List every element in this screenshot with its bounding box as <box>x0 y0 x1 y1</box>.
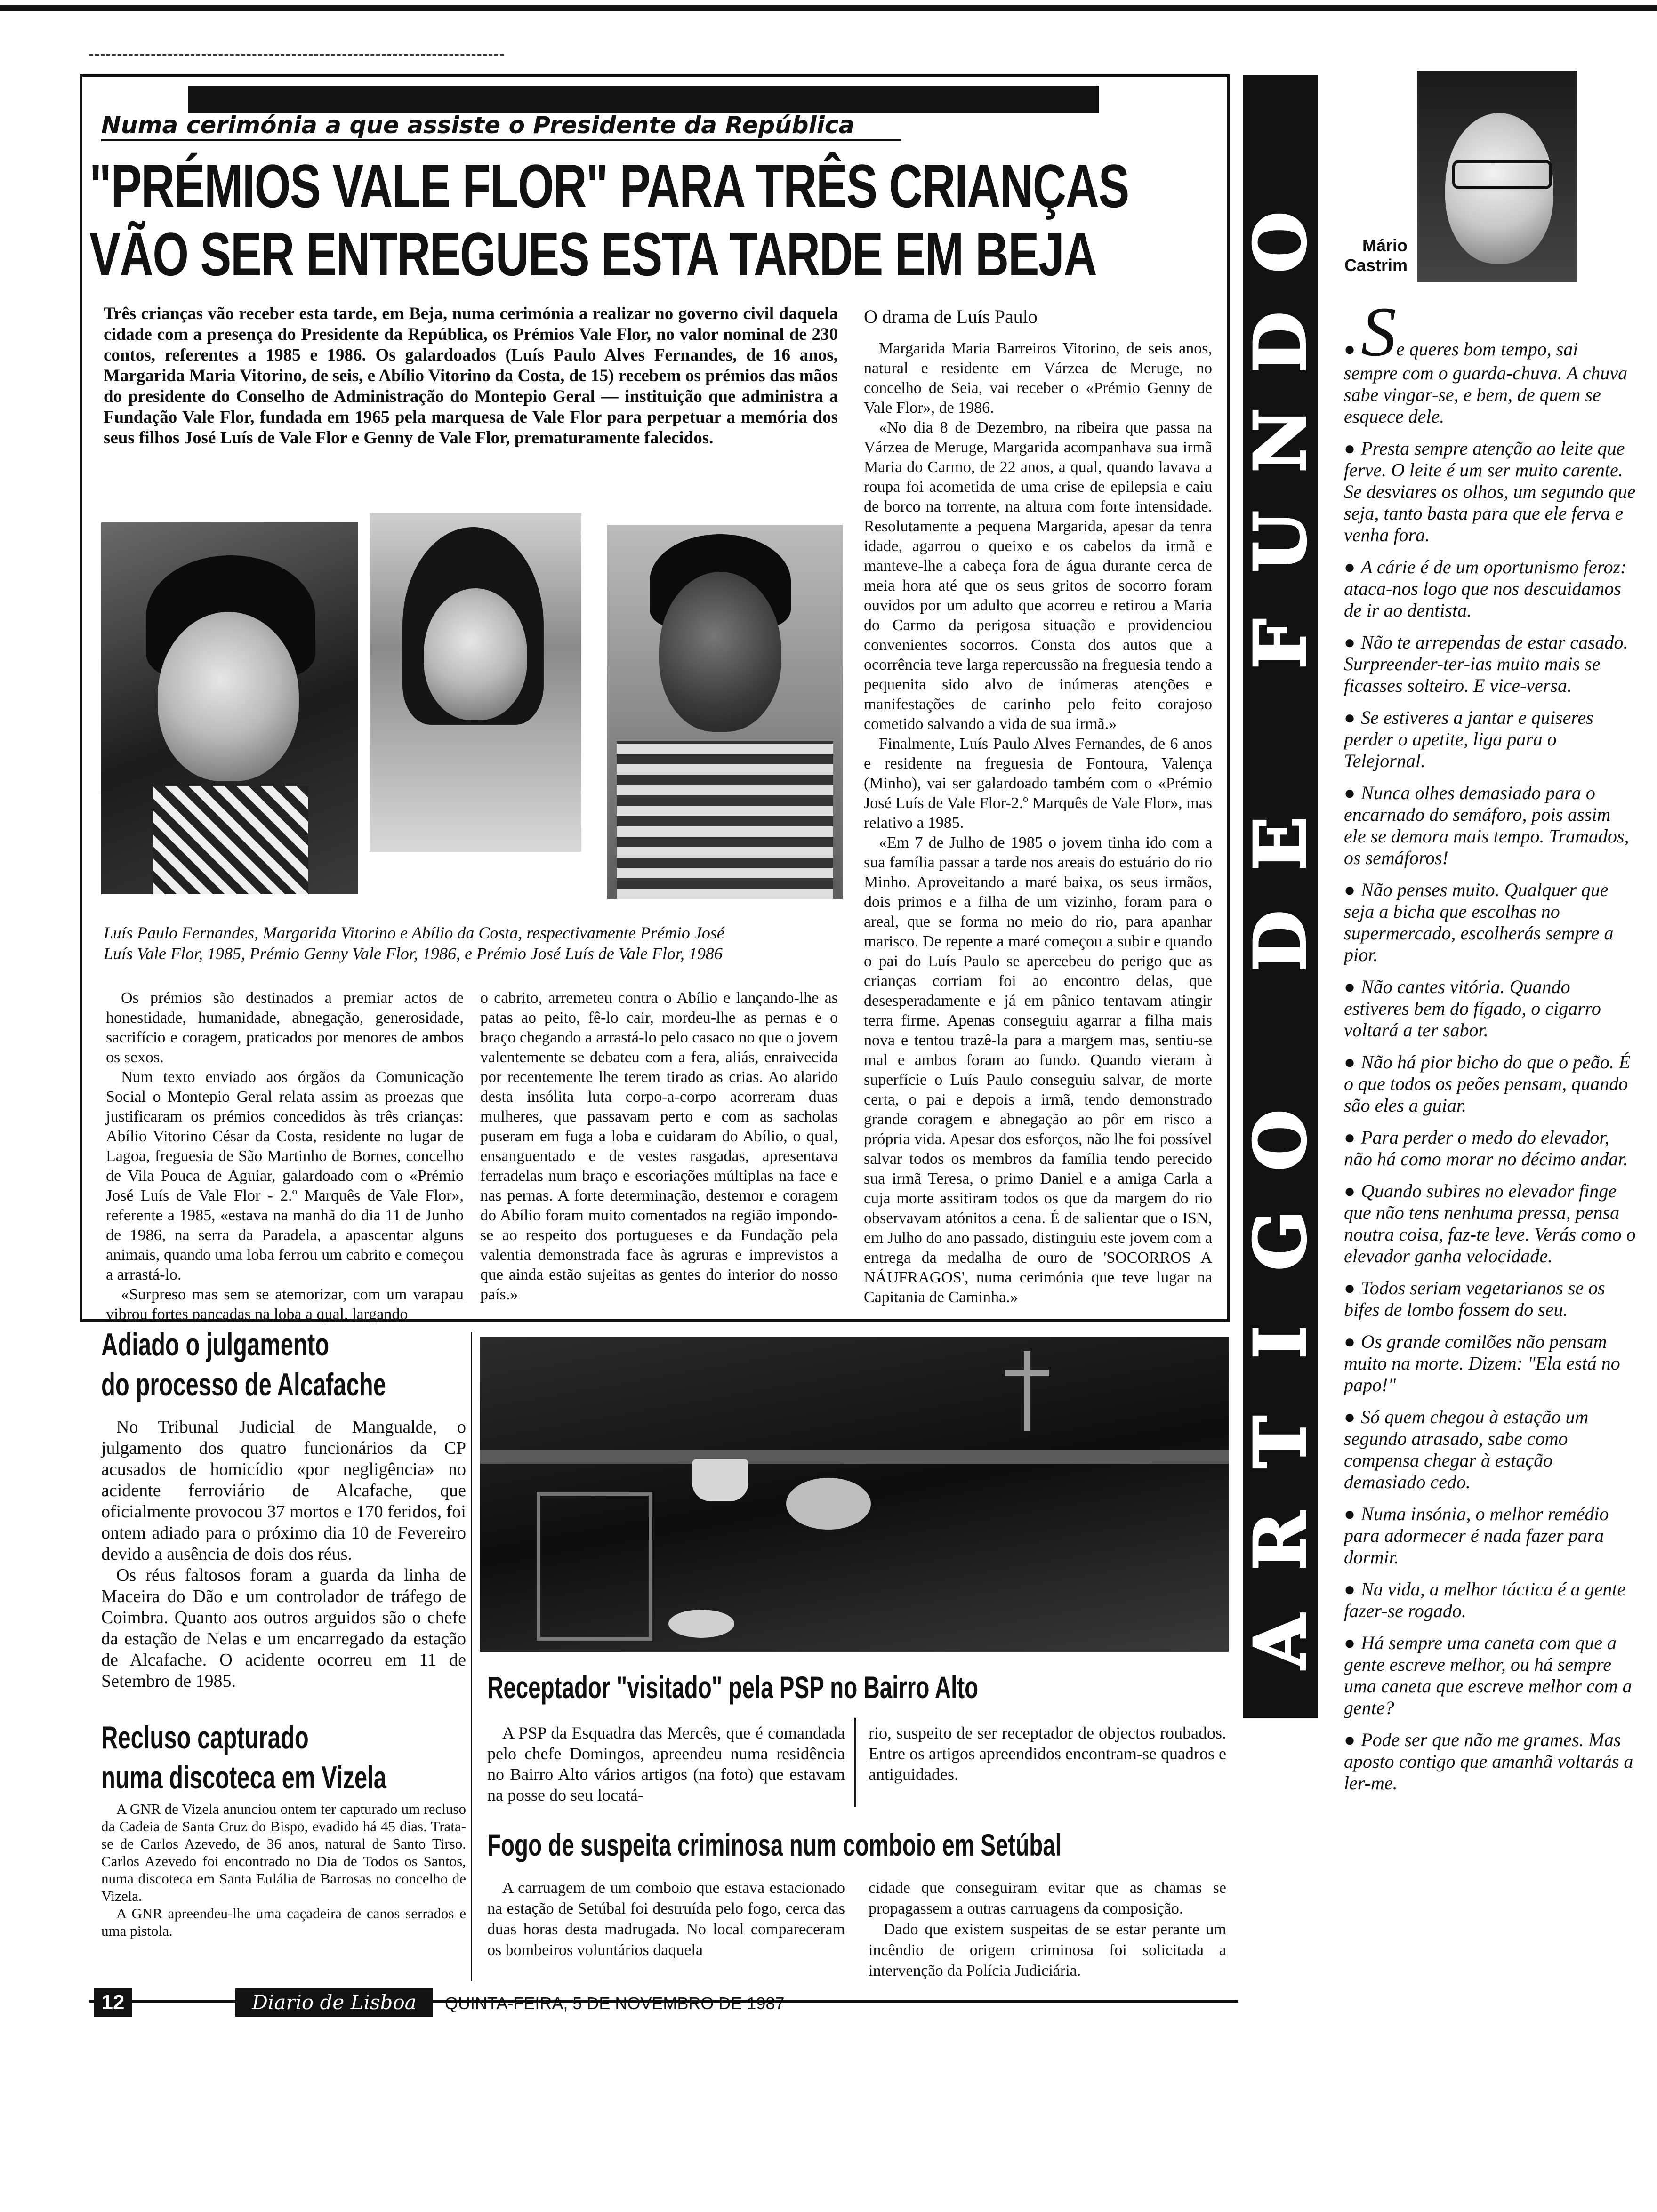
aphorism-text: Numa insónia, o melhor remédio para adormecer é nada fazer para dormir. <box>1344 1503 1609 1568</box>
aphorism-item <box>1344 556 1636 621</box>
author-portrait <box>1417 71 1577 282</box>
vertical-title-letter <box>1233 1015 1327 1071</box>
receptador-column-1: A PSP da Esquadra das Mercês, que é comandada pelo chefe Domingos, apreendeu numa residência no Bairro Alto vários artigos (na foto) que estavam na posse do seu locatá- <box>487 1723 845 1804</box>
vertical-title-letter: U <box>1239 511 1322 572</box>
aphorism-text: Quando subires no elevador finge que não tens nenhuma pressa, pensa noutra coisa, faz-te leve. Verás como o elevador ganha velocidade. <box>1344 1180 1636 1266</box>
paragraph: Os prémios são destinados a premiar actos de honestidade, humanidade, abnegação, generosidade, sacrifício e coragem, praticados por menores de ambos os sexos. <box>106 989 464 1066</box>
photo-crucifix <box>1024 1351 1030 1431</box>
aphorism-item <box>1344 707 1636 772</box>
vertical-title-letter: O <box>1239 1109 1322 1171</box>
fogo-headline: Fogo de suspeita criminosa num comboio em Setúbal <box>487 1827 1062 1862</box>
top-cut-marks <box>89 54 504 60</box>
aphorism-text: Os grande comilões não pensam muito na morte. Dizem: "Ela está no papo!" <box>1344 1331 1620 1395</box>
aphorism-item <box>1344 976 1636 1041</box>
aphorism-text: Não te arrependas de estar casado. Surpreender-ter-ias muito mais se ficasses solteiro. E vice-versa. <box>1344 632 1628 696</box>
aphorism-text: Para perder o medo do elevador, não há como morar no décimo andar. <box>1344 1127 1628 1170</box>
aphorism-item <box>1344 1579 1636 1622</box>
paragraph: cidade que conseguiram evitar que as chamas se propagassem a outras carruagens da composição. <box>869 1879 1226 1917</box>
paragraph: Margarida Maria Barreiros Vitorino, de seis anos, natural e residente em Várzea de Meruge, no concelho de Seia, vai receber o «Prémio Genny de Vale Flor», de 1986. <box>864 340 1212 417</box>
photo-face <box>158 612 299 781</box>
author-last-name: Castrim <box>1344 256 1408 275</box>
aphorism-text: Há sempre uma caneta com que a gente escreve melhor, ou há sempre uma caneta que escreve melhor com a gente? <box>1344 1632 1632 1718</box>
photo-face <box>424 588 527 720</box>
aphorism-text: Só quem chegou à estação um segundo atrasado, sabe como compensa chegar à estação demasiado cedo. <box>1344 1406 1589 1492</box>
vertical-title-letter: N <box>1239 408 1322 473</box>
article-column-2 <box>480 988 838 1308</box>
paragraph: Finalmente, Luís Paulo Alves Fernandes, de 6 anos e residente na freguesia de Fontoura, Valença (Minho), vai ser galardoado também com o «Prémio José Luís de Vale Flor-2.º Marquês de Vale Flor», mas relativo a 1985. <box>864 735 1212 832</box>
aphorism-item <box>1344 1331 1636 1396</box>
aphorism-item <box>1344 1127 1636 1170</box>
bullet-icon: ● <box>1344 338 1356 360</box>
aphorism-text: Pode ser que não me grames. Mas aposto contigo que amanhã voltarás a ler-me. <box>1344 1729 1633 1794</box>
aphorism-item <box>1344 879 1636 966</box>
aphorism-text: Na vida, a melhor táctica é a gente fazer-se rogado. <box>1344 1579 1626 1621</box>
aphorism-text: Não há pior bicho do que o peão. É o que todos os peões pensam, quando são eles a guiar. <box>1344 1051 1631 1116</box>
bullet-icon: ● <box>1344 879 1356 900</box>
bullet-icon: ● <box>1344 1277 1356 1298</box>
aphorism-item <box>1344 1632 1636 1719</box>
aphorism-text: Nunca olhes demasiado para o encarnado do semáforo, pois assim ele se demora mais tempo. Tramados, os semáforos! <box>1344 782 1629 868</box>
fogo-column-2 <box>869 1878 1226 1980</box>
aphorism-item <box>1344 782 1636 869</box>
vertical-title-letter: T <box>1239 1416 1322 1468</box>
vertical-title-letter: E <box>1239 816 1322 871</box>
aphorism-text: Presta sempre atenção ao leite que ferve. O leite é um ser muito carente. Se desviares os olhos, um segundo que seja, tanto basta para que ele ferva e venha fora. <box>1344 438 1636 545</box>
aphorism-item <box>1344 1051 1636 1116</box>
bullet-icon: ● <box>1344 782 1356 803</box>
bullet-icon: ● <box>1344 1180 1356 1202</box>
photo-frame <box>537 1492 652 1641</box>
recluso-body <box>101 1800 466 1988</box>
aphorism-item <box>1344 1180 1636 1267</box>
top-edge-line <box>0 5 1657 11</box>
author-first-name: Mário <box>1362 236 1408 255</box>
bullet-icon: ● <box>1344 632 1356 653</box>
bullet-icon: ● <box>1344 1406 1356 1427</box>
bullet-icon: ● <box>1344 1127 1356 1148</box>
photo-luis-paulo <box>101 522 358 894</box>
article-column-3 <box>864 339 1212 1308</box>
bullet-icon: ● <box>1344 1579 1356 1600</box>
paragraph: Os réus faltosos foram a guarda da linha de Maceira do Dão e um controlador de tráfego de Coimbra. Quanto aos outros arguidos são o chefe da estação de Nelas e um encarregado da estação de Alcafache. O acidente ocorreu em 11 de Setembro de 1985. <box>101 1565 466 1691</box>
photo-sweater <box>617 741 833 899</box>
vertical-title-letter: D <box>1239 910 1322 971</box>
aphorism-item <box>1344 1503 1636 1568</box>
column-3-subhead: O drama de Luís Paulo <box>864 306 1038 327</box>
photo-cup <box>692 1459 748 1501</box>
paragraph: A GNR de Vizela anunciou ontem ter capturado um recluso da Cadeia de Santa Cruz do Bispo, evadido há 45 dias. Trata-se de Carlos Azevedo, de 36 anos, natural de Santo Tirso. Carlos Azevedo foi encontrado no Dia de Todos os Santos, numa discoteca em Santa Eulália de Barrosas no concelho de Vizela. <box>101 1801 466 1904</box>
sidebar-aphorisms <box>1344 301 1636 1977</box>
bullet-icon: ● <box>1344 707 1356 728</box>
drop-cap: S <box>1361 301 1397 371</box>
aphorism-text: Todos seriam vegetarianos se os bifes de lombo fossem do seu. <box>1344 1277 1605 1320</box>
vertical-title-letter <box>1233 715 1327 772</box>
aphorism-item <box>1344 1406 1636 1493</box>
recluso-headline-line-2: numa discoteca em Vizela <box>101 1760 386 1795</box>
alcafache-headline-line-2: do processo de Alcafache <box>101 1367 386 1403</box>
vertical-title-letter: I <box>1239 1325 1322 1359</box>
article-column-1 <box>106 988 464 1323</box>
paragraph: «No dia 8 de Dezembro, na ribeira que passa na Várzea de Meruge, Margarida acompanhava sua irmã Maria do Carmo, de 22 anos, a qual, quando lavava a roupa foi acometida de uma crise de epilepsia e caiu de borco na torrente, na altura com forte intensidade. Resolutamente a pequena Margarida, apesar da tenra idade, agarrou o queixo e os cabelos da irmã e manteve-lhe a cabeça fora de água durante cerca de meia hora até que os seus gritos de socorro foram ouvidos por um adulto que acorreu e retirou a Maria do Carmo da perigosa situação e providenciou convenientes socorros. Consta dos autos que a ocorrência teve larga repercussão na freguesia tendo a pequenita sido alvo de inúmeras atenções e manifestações de carinho pelo feito corajoso cometido salvando a vida de sua irmã.» <box>864 419 1212 733</box>
paragraph: A GNR apreendeu-lhe uma caçadeira de canos serrados e uma pistola. <box>101 1905 466 1939</box>
photo-shelf <box>480 1450 1229 1464</box>
alcafache-headline-line-1: Adiado o julgamento <box>101 1327 330 1362</box>
paragraph: «Surpreso mas sem se atemorizar, com um varapau vibrou fortes pancadas na loba a qual, largando <box>106 1286 464 1323</box>
headline-line-2: VÃO SER ENTREGUES ESTA TARDE EM BEJA <box>89 220 1097 289</box>
photo-caption-line-2: Luís Vale Flor, 1985, Prémio Genny Vale Flor, 1986, e Prémio José Luís de Vale Flor, 1986 <box>104 944 723 963</box>
lead-paragraph: Três crianças vão receber esta tarde, em Beja, numa cerimónia a realizar no governo civil daquela cidade com a presença do Presidente da República, os Prémios Vale Flor, no valor nominal de 230 contos, referentes a 1985 e 1986. Os galardoados (Luís Paulo Alves Fernandes, de 16 anos, Margarida Maria Vitorino, de seis, e Abílio Vitorino da Costa, de 15) recebem os prémios das mãos do presidente do Conselho de Administração do Montepio Geral — instituição que administra a Fundação Vale Flor, fundada em 1965 pela marquesa de Vale Flor para perpetuar a memória dos seus filhos José Luís de Vale Flor e Genny de Vale Flor, prematuramente falecidos. <box>104 304 838 448</box>
vertical-title-letter: F <box>1239 618 1322 669</box>
vertical-title-letter: D <box>1239 311 1322 373</box>
photo-caption-line-1: Luís Paulo Fernandes, Margarida Vitorino e Abílio da Costa, respectivamente Prémio José <box>104 923 724 942</box>
vertical-title-letter: A <box>1239 1614 1322 1669</box>
bullet-icon: ● <box>1344 556 1356 577</box>
aphorism-item <box>1344 1277 1636 1321</box>
alcafache-body <box>101 1417 466 1708</box>
aphorism-text: Não cantes vitória. Quando estiveres bem do fígado, o cigarro voltará a ter sabor. <box>1344 976 1601 1041</box>
bullet-icon: ● <box>1344 1503 1356 1524</box>
paragraph: Num texto enviado aos órgãos da Comunicação Social o Montepio Geral relata assim as proezas que justificaram os prémios concedidos às três crianças: Abílio Vitorino César da Costa, residente no lugar de Lagoa, freguesia de São Martinho de Bornes, concelho de Vila Pouca de Aguiar, galardoado com o «Prémio José Luís de Vale Flor - 2.º Marquês de Vale Flor», referente a 1985, «estava na manhã do dia 11 de Junho de 1986, na serra da Paradela, a apascentar alguns animais, quando uma loba ferrou um cabrito e começou a arrastá-lo. <box>106 1068 464 1283</box>
photo-abilio <box>607 525 843 899</box>
aphorism-text: A cárie é de um oportunismo feroz: ataca-nos logo que nos descuidamos de ir ao dentista. <box>1344 556 1627 621</box>
aphorism-text: Não penses muito. Qualquer que seja a bicha que escolhas no supermercado, escolherás sempre a pior. <box>1344 879 1614 965</box>
photo-glasses <box>1452 160 1552 189</box>
paragraph: «Em 7 de Julho de 1985 o jovem tinha ido com a sua família passar a tarde nos areais do estuário do rio Minho. Aproveitando a maré baixa, os seus irmãos, dois primos e a filha de um vizinho, foram para o areal, que se forma no meio do rio, para apanhar marisco. De repente a maré começou a subir e quando o pai do Luís Paulo se apercebeu do perigo que as crianças corriam foi ao encontro delas, que desesperadamente e já em pânico tentavam atingir terra firme. Apenas conseguiu agarrar a filha mais nova e tentou trazê-la para a margem mas, sentiu-se mal e ambos foram ao fundo. Quando vieram à superfície o Luís Paulo conseguiu salvar, de morte certa, o pai e depois a irmã, tendo demonstrado grande coragem e abnegação ao pôr em risco a própria vida. Apesar dos esforços, não lhe foi possível salvar todos os membros da família tendo perecido sua irmã Teresa, o primo Daniel e a amiga Carla a cuja morte assitiram todos os que da margem do rio observavam atónitos a cena. É de salientar que o ISN, em Julho do ano passado, distinguiu este jovem com a entrega da medalha de ouro de 'SOCORROS A NÁUFRAGOS', numa cerimónia que teve lugar na Capitania de Caminha.» <box>864 834 1212 1306</box>
footer-date: QUINTA-FEIRA, 5 DE NOVEMBRO DE 1987 <box>445 1994 785 2013</box>
photo-crucifix <box>1005 1370 1049 1376</box>
bullet-icon: ● <box>1344 976 1356 997</box>
page-number: 12 <box>94 1988 132 2017</box>
aphorism-item <box>1344 632 1636 697</box>
aphorism-item <box>1344 1729 1636 1794</box>
fogo-column-1: A carruagem de um comboio que estava estacionado na estação de Setúbal foi destruída pelo fogo, cerca das duas horas desta madrugada. No local compareceram os bombeiros voluntários daquela <box>487 1879 845 1959</box>
bullet-icon: ● <box>1344 1331 1356 1352</box>
photo-plate <box>786 1478 871 1530</box>
photo-cup <box>668 1610 734 1638</box>
aphorism-text: e queres bom tempo, sai sempre com o guarda-chuva. A chuva sabe vingar-se, e bem, de quem se esquece dele. <box>1344 338 1628 427</box>
masthead-logo: Diario de Lisboa <box>235 1988 433 2017</box>
bullet-icon: ● <box>1344 1729 1356 1750</box>
photo-scarf <box>153 786 308 894</box>
photo-face <box>659 572 781 732</box>
vertical-title-letter: R <box>1239 1511 1322 1570</box>
column-divider <box>471 1332 472 1981</box>
column-divider <box>854 1718 856 1807</box>
recluso-headline-line-1: Recluso capturado <box>101 1720 309 1755</box>
bullet-icon: ● <box>1344 1051 1356 1073</box>
bullet-icon: ● <box>1344 1632 1356 1653</box>
paragraph: No Tribunal Judicial de Mangualde, o julgamento dos quatro funcionários da CP acusados de homicídio «por negligência» no acidente ferroviário de Alcafache, que oficialmente provocou 37 mortos e 170 feridos, foi ontem adiado para o próximo dia 10 de Fevereiro devido a ausência de dois dos réus. <box>101 1417 466 1564</box>
kicker-bar <box>188 86 1099 113</box>
vertical-title-letter: O <box>1239 211 1322 273</box>
receptador-column-2: rio, suspeito de ser receptador de objectos roubados. Entre os artigos apreendidos encontram-se quadros e antiguidades. <box>869 1723 1226 1784</box>
bullet-icon: ● <box>1344 438 1356 459</box>
kicker: Numa cerimónia a que assiste o Presidente da República <box>101 111 901 141</box>
aphorism-item <box>1344 438 1636 546</box>
vertical-title-letter: G <box>1239 1210 1322 1271</box>
aphorism-text: Se estiveres a jantar e quiseres perder o apetite, liga para o Telejornal. <box>1344 707 1593 771</box>
paragraph: o cabrito, arremeteu contra o Abílio e lançando-lhe as patas ao peito, fê-lo cair, mordeu-lhe as pernas e o braço chegando a arrastá-lo pelo casaco no que o jovem valentemente se debateu com a fera, aliás, enraivecida por recentemente lhe terem tirado as crias. Ao alarido desta insólita luta corpo-a-corpo acorreram duas mulheres, que passavam perto e com as sacholas puseram em fuga a loba e cuidaram do Abílio, o qual, ensanguentado e de vestes rasgadas, apresentava ferradelas num braço e escoriações múltiplas na face e nas pernas. A forte determinação, destemor e coragem do Abílio foram muito comentados na região impondo-se ao respeito dos portugueses e da Fundação pela valentia demonstrada face às agruras e imprevistos a que ainda estão sujeitas as gentes do interior do nosso país.» <box>480 989 838 1303</box>
photo-seized-antiques <box>480 1337 1229 1652</box>
receptador-headline: Receptador "visitado" pela PSP no Bairro Alto <box>487 1670 979 1705</box>
headline-line-1: "PRÉMIOS VALE FLOR" PARA TRÊS CRIANÇAS <box>89 152 1129 220</box>
photo-margarida <box>370 513 581 852</box>
aphorism-item <box>1344 301 1636 427</box>
paragraph: Dado que existem suspeitas de se estar perante um incêndio de origem criminosa foi solicitada a intervenção da Polícia Judiciária. <box>869 1921 1226 1980</box>
